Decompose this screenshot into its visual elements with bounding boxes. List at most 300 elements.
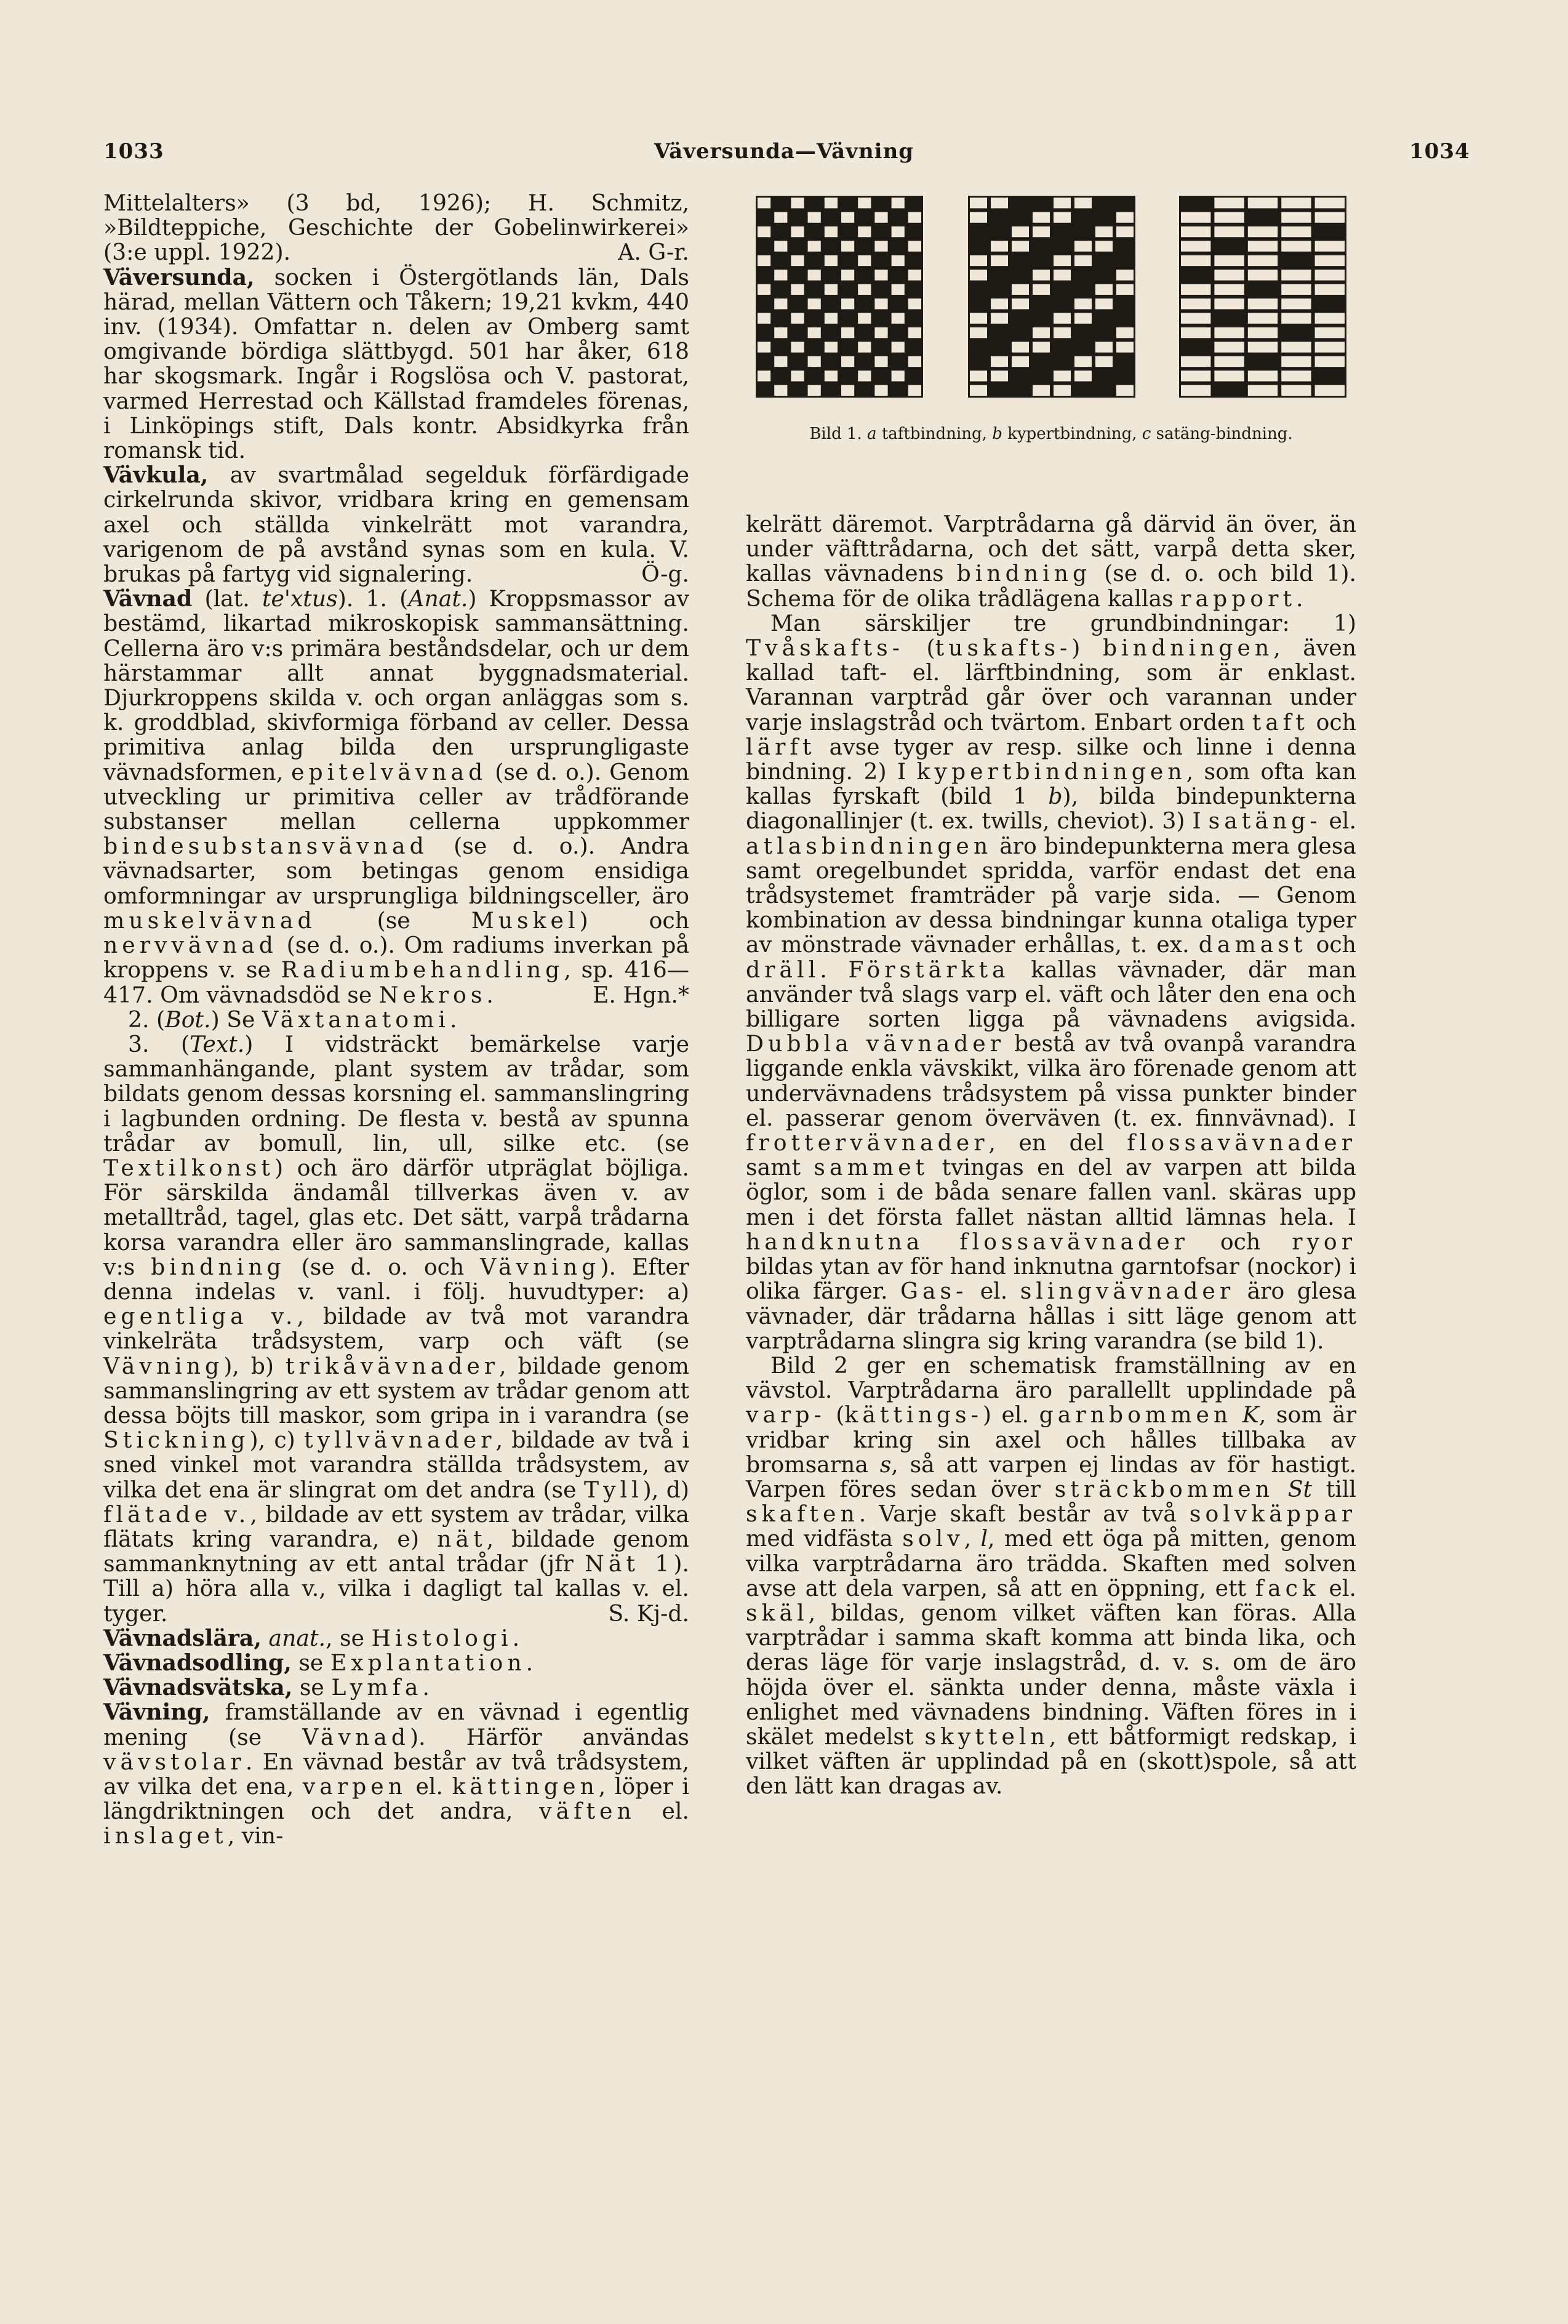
weave-cell — [858, 255, 871, 266]
text-run: ) — [1071, 635, 1103, 662]
weave-cell — [1281, 284, 1311, 295]
spaced-term: Lymfa — [331, 1674, 423, 1701]
weave-cell — [1181, 212, 1210, 222]
weave-cell — [1248, 255, 1278, 266]
weave-cell — [1033, 284, 1050, 295]
entry-headword: Vävnad — [103, 585, 193, 612]
spaced-term: ryor — [1292, 1228, 1357, 1255]
weave-cell — [858, 371, 871, 381]
weave-cell — [841, 241, 854, 251]
spaced-term: sträckbommen — [1054, 1475, 1274, 1502]
entry-vavning — [103, 1700, 689, 1848]
spaced-term: damast — [1198, 931, 1307, 958]
text-run: , sp. 416—417. Om vävnadsdöd se — [103, 956, 689, 1008]
text-run: äro glesa vävnader, där trådarna hållas i sitt läge genom att varptrådarna slingra sig kring varandra (se bild 1). — [746, 1278, 1357, 1354]
spaced-term: solv — [902, 1525, 964, 1552]
weave-cell — [1248, 270, 1278, 280]
weave-cell — [756, 196, 923, 398]
weave-cell — [874, 327, 887, 338]
weave-cell — [858, 226, 871, 237]
spaced-term: vävstolar — [103, 1748, 246, 1775]
weave-cell — [1248, 198, 1278, 208]
spaced-term: kypertbindningen — [916, 758, 1186, 785]
left-page-number: 1033 — [103, 139, 164, 164]
weave-cell — [791, 255, 804, 266]
weave-cell — [1315, 385, 1345, 396]
weave-cell — [1116, 270, 1134, 280]
weave-cell — [1315, 241, 1345, 251]
weave-cell — [1033, 226, 1050, 237]
text-run: Man särskiljer tre grundbindningar: 1) — [770, 609, 1356, 636]
weave-cell — [841, 270, 854, 280]
weave-cell — [1074, 371, 1092, 381]
weave-figure — [756, 196, 1346, 398]
weave-cell — [1214, 299, 1244, 309]
field-label: anat. — [268, 1624, 326, 1651]
text-run: , så att varpen ej lindas av för hastigt. Varpen föres sedan över — [746, 1451, 1356, 1502]
text-run: och — [1308, 708, 1356, 735]
weave-cell — [1181, 327, 1210, 338]
weave-cell — [1281, 226, 1311, 237]
signature: Ö-g. — [641, 561, 689, 588]
text-run: ). Till a) höra alla v., vilka i dagligt tal kallas v. el. tyger. — [103, 1550, 689, 1627]
weave-cell — [758, 255, 770, 266]
spaced-term: Vävning — [103, 1352, 224, 1379]
weave-cell — [858, 342, 871, 352]
weave-cell — [1281, 198, 1311, 208]
weave-cell — [970, 212, 987, 222]
weave-cell — [1214, 255, 1244, 266]
weave-cell — [1214, 270, 1244, 280]
weave-cell — [1054, 212, 1071, 222]
spaced-term: Växtanatomi — [262, 1006, 450, 1033]
text-run: ). Efter denna indelas v. vanl. i följ. huvudtyper: a) — [103, 1253, 689, 1305]
spaced-term: sammet — [814, 1154, 929, 1181]
entry-text: socken i Östergötlands län, Dals härad, mellan Vättern och Tåkern; 19,21 kvkm, 440 inv. (1934). Omfattar n. delen av Omberg samt omgivande bördiga slättbygd. 501 har åker, 618 har skogsmark. Ingår i Rogslösa och V. pastorat, varmed Herrestad och Källstad framdeles förenas, i Linköpings stift, Dals kontr. Absidkyrka från romansk tid. — [103, 263, 689, 464]
text-run: samt — [746, 1154, 814, 1181]
spaced-term: trikåvävnader — [285, 1352, 500, 1379]
weave-cell — [1181, 255, 1210, 266]
weave-cell — [825, 313, 838, 323]
weave-cell — [808, 327, 821, 338]
weave-cell — [968, 196, 1135, 398]
spaced-term: nervvävnad — [103, 932, 278, 959]
text-run: , — [964, 1525, 981, 1552]
spaced-term: Explantation — [330, 1649, 526, 1676]
text-run: . — [422, 1674, 430, 1701]
text-run: ) och — [579, 907, 689, 934]
spaced-term: bindesubstansvävnad — [103, 833, 428, 860]
weave-cell — [1315, 255, 1345, 266]
spaced-term: Gas- — [900, 1278, 968, 1305]
weave-cell — [1181, 299, 1210, 309]
text-run: se — [291, 1649, 330, 1676]
weave-cell — [808, 270, 821, 280]
text-run: ), b) — [223, 1352, 286, 1379]
weave-cell — [1248, 226, 1278, 237]
figure-caption — [746, 423, 1356, 444]
text-run: el. — [1319, 1574, 1357, 1601]
spaced-term: Textilkonst — [103, 1154, 274, 1181]
weave-cell — [874, 299, 887, 309]
weave-cell — [1281, 313, 1311, 323]
weave-cell — [808, 212, 821, 222]
weave-cell — [874, 212, 887, 222]
text-run: (se d. o.). Andra vävnadsarter, som betingas genom ensidiga omformningar av ursprungliga bildningsceller, äro — [103, 833, 689, 909]
entry-vavnad-bot — [103, 1008, 689, 1032]
weave-cell — [908, 299, 921, 309]
text-run — [1232, 1401, 1242, 1428]
weave-cell — [774, 212, 787, 222]
weave-cell — [991, 356, 1008, 367]
weave-cell — [874, 241, 887, 251]
weave-cell — [991, 313, 1008, 323]
spaced-term: frottervävnader — [746, 1129, 989, 1156]
weave-cell — [970, 385, 987, 396]
weave-cell — [1315, 284, 1345, 295]
weave-cell — [774, 385, 787, 396]
weave-cell — [874, 356, 887, 367]
weave-cell — [1248, 299, 1278, 309]
weave-cell — [1033, 342, 1050, 352]
weave-cell — [1095, 241, 1113, 251]
spaced-term: handknutna flossavävnader — [746, 1228, 1189, 1255]
weave-cell — [1116, 342, 1134, 352]
weave-cell — [1281, 270, 1311, 280]
field-label: Text. — [190, 1030, 245, 1057]
text-run: med vidfästa — [746, 1525, 903, 1552]
weave-cell — [1012, 342, 1029, 352]
text-run: , som ofta kan kallas fyrskaft (bild 1 — [746, 758, 1357, 810]
entry-text: Mittelalters» (3 bd, 1926); H. Schmitz, »Bildteppiche, Geschichte der Gobelinwirkerei» (3:e uppl. 1922). — [103, 190, 689, 266]
spaced-term: epitelvävnad — [291, 758, 487, 785]
text-run: ) el. — [982, 1401, 1039, 1428]
weave-cell — [1074, 356, 1092, 367]
weave-cell — [1074, 255, 1092, 266]
latin-word: te'xtus — [262, 585, 338, 612]
weave-cell — [1214, 371, 1244, 381]
text-run: ) Kroppsmassor av bestämd, likartad mikroskopisk sammansättning. Cellerna äro v:s primära beståndsdelar, och ur dem härstammar allt annat byggnadsmaterial. Djurkroppens skilda v. och organ anläggas som s. k. groddblad, skivformiga förband av celler. Dessa primitiva anlag bilda den ursprungligaste vävnadsformen, — [103, 585, 689, 785]
text-run: , löper i längdriktningen och det andra, — [103, 1773, 690, 1825]
weave-cell — [791, 226, 804, 237]
weave-cell — [791, 371, 804, 381]
spaced-term: Dubbla vävnader — [746, 1030, 1006, 1057]
weave-kypert — [968, 196, 1135, 398]
text-run: . — [1296, 585, 1303, 612]
text-run: ) och äro därför utpräglat böjliga. För särskilda ändamål tillverkas även v. av metalltråd, tagel, glas etc. Det sätt, varpå trådarna korsa varandra eller äro sammanslingrade, kallas v:s — [103, 1154, 689, 1280]
spaced-term: bindning — [956, 560, 1092, 587]
weave-cell — [1033, 327, 1050, 338]
entry-vavnadsodling — [103, 1651, 689, 1675]
weave-cell — [808, 241, 821, 251]
text-run: (se d. o. och bild 1). Schema för de olika trådlägena kallas — [746, 560, 1356, 612]
weave-cell — [791, 313, 804, 323]
spaced-term: Muskel — [471, 907, 580, 934]
caption-b-letter: b — [992, 425, 1002, 443]
weave-cell — [908, 327, 921, 338]
text-run: el. — [1321, 807, 1357, 835]
weave-cell — [1315, 313, 1345, 323]
weave-cell — [825, 226, 838, 237]
right-page-number: 1034 — [1409, 139, 1470, 164]
weave-cell — [1281, 356, 1311, 367]
spaced-term: atlasbindningen — [746, 832, 993, 859]
weave-cell — [1012, 356, 1029, 367]
spaced-term: bindning — [151, 1253, 286, 1280]
entry-vavnadsvatska — [103, 1675, 689, 1700]
text-run: . — [820, 956, 849, 983]
text-run: tvingas en del av varpen att bilda öglor, som i de båda senare fallen vanl. skäras upp men i det första fallet nästan alltid lämnas hela. I — [746, 1154, 1356, 1230]
weave-cell — [991, 371, 1008, 381]
spaced-term: muskelvävnad — [103, 907, 316, 934]
weave-cell — [1281, 299, 1311, 309]
caption-label: Bild 1. — [809, 425, 862, 443]
text-run: (se d. o. och — [285, 1253, 481, 1280]
spaced-term: varp- — [746, 1401, 826, 1428]
spaced-term: nät — [437, 1525, 487, 1552]
weave-cell — [908, 270, 921, 280]
weave-cell — [1012, 241, 1029, 251]
spaced-term: skytteln — [924, 1723, 1049, 1750]
weave-cell — [892, 284, 905, 295]
spaced-term: skaften — [746, 1501, 859, 1528]
weave-cell — [1054, 385, 1071, 396]
weave-cell — [808, 299, 821, 309]
weave-cell — [1214, 284, 1244, 295]
weave-cell — [892, 255, 905, 266]
weave-cell — [1315, 327, 1345, 338]
text-run: ( — [825, 1401, 845, 1428]
weave-cell — [1315, 198, 1345, 208]
text-run — [262, 1625, 269, 1651]
text-run: ), bilda bindepunkterna diagonallinjer (t. ex. twills, cheviot). 3) I — [746, 783, 1356, 835]
weave-cell — [758, 371, 770, 381]
weave-cell — [858, 198, 871, 208]
text-run: ), c) — [249, 1427, 305, 1454]
spaced-term: fack — [1255, 1574, 1320, 1601]
weave-cell — [1248, 313, 1278, 323]
figure-ref: s — [879, 1451, 892, 1478]
figure-ref: b — [1048, 783, 1063, 810]
text-run: till — [1312, 1475, 1356, 1502]
signature: E. Hgn.* — [592, 981, 689, 1008]
text-run: , med ett öga på mitten, genom vilka varptrådarna äro trädda. Skaften med solven avse att dela varpen, så att en öppning, ett — [746, 1525, 1356, 1601]
text-run: 3. ( — [128, 1030, 190, 1057]
weave-cell — [758, 313, 770, 323]
entry-vavnad — [103, 587, 689, 1007]
paragraph-binding — [746, 512, 1356, 611]
weave-cell — [874, 270, 887, 280]
figure-ref: K — [1242, 1401, 1259, 1428]
spaced-term: Förstärkta — [848, 956, 1010, 983]
spaced-term: kättingen — [452, 1773, 599, 1800]
weave-satang — [1179, 196, 1346, 398]
text-run: (se d. o.). Om radiums inverkan på kroppens v. se — [103, 932, 689, 984]
weave-cell — [791, 284, 804, 295]
field-label: Anat. — [408, 585, 468, 612]
spaced-term: slingvävnader — [1020, 1278, 1235, 1305]
signature: A. G-r. — [618, 239, 689, 266]
weave-taft — [756, 196, 923, 398]
weave-cell — [1116, 385, 1134, 396]
weave-cell — [908, 241, 921, 251]
weave-cell — [774, 270, 787, 280]
text-run: avse tyger av resp. silke och linne i denna bindning. 2) I — [746, 733, 1356, 785]
weave-cell — [1281, 241, 1311, 251]
caption-a-letter: a — [867, 425, 877, 443]
text-run: och — [1306, 931, 1356, 958]
weave-cell — [825, 255, 838, 266]
weave-cell — [1074, 313, 1092, 323]
text-run: , även kallad taft- el. lärftbindning, som är enklast. Varannan varptråd går över och varannan under varje inslagstråd och tvärtom. Enbart orden — [746, 635, 1357, 735]
spaced-term: Tyll — [583, 1476, 643, 1503]
weave-cell — [1181, 313, 1210, 323]
weave-cell — [774, 327, 787, 338]
weave-cell — [1181, 371, 1210, 381]
weave-cell — [970, 371, 987, 381]
weave-cell — [1116, 212, 1134, 222]
weave-cell — [1054, 327, 1071, 338]
weave-cell — [1214, 226, 1244, 237]
entry-vavkula — [103, 463, 689, 587]
spaced-term: lärft — [746, 733, 816, 760]
spaced-term: Vävning — [480, 1253, 601, 1280]
text-run: , bildas, genom vilket väften kan föras. Alla varptrådar i samma skaft komma att binda lika, och deras läge för varje inslagstråd, d. v. s. om de äro höjda över el. sänkta under denna, måste växla i enlighet med vävnadens bindning. Väften föres in i skälet medelst — [746, 1599, 1356, 1750]
weave-cell — [991, 241, 1008, 251]
weave-cell — [808, 356, 821, 367]
text-run: el. — [635, 1798, 689, 1825]
spaced-term: väften — [539, 1798, 636, 1825]
weave-cell — [892, 342, 905, 352]
weave-cell — [1214, 356, 1244, 367]
text-run: , en del — [988, 1129, 1127, 1156]
weave-cell — [892, 313, 905, 323]
spaced-term: solvkäppar — [1189, 1501, 1356, 1528]
weave-cell — [1116, 284, 1134, 295]
spaced-term: taft — [1252, 708, 1309, 735]
paragraph-grundbindningar — [746, 611, 1356, 1353]
weave-cell — [774, 241, 787, 251]
weave-cell — [1214, 212, 1244, 222]
spaced-term: skäl — [746, 1599, 809, 1626]
weave-cell — [1248, 371, 1278, 381]
text-run: (se d. o.). Genom utveckling ur primitiva celler av trådförande substanser mellan cellerna uppkommer — [103, 758, 689, 835]
weave-cell — [858, 313, 871, 323]
weave-cell — [1181, 284, 1210, 295]
weave-cell — [858, 284, 871, 295]
figure-ref: St — [1287, 1475, 1313, 1502]
weave-cell — [1033, 270, 1050, 280]
weave-cell — [1116, 226, 1134, 237]
weave-cell — [1315, 212, 1345, 222]
spaced-term: satäng- — [1208, 807, 1322, 835]
text-run: . Varje skaft består av två — [858, 1501, 1190, 1528]
weave-cell — [1248, 342, 1278, 352]
spaced-term: tyllvävnader — [304, 1427, 496, 1454]
spaced-term: dräll — [746, 956, 820, 983]
weave-cell — [825, 342, 838, 352]
text-run: (lat. — [192, 585, 262, 612]
spaced-term: Nät 1 — [585, 1550, 674, 1577]
weave-cell — [970, 313, 987, 323]
text-run: ( — [903, 635, 935, 662]
weave-cell — [892, 226, 905, 237]
spaced-term: Radiumbehandling — [281, 956, 564, 984]
entry-headword: Vävning, — [103, 1699, 210, 1726]
weave-cell — [908, 385, 921, 396]
entry-continuation — [103, 191, 689, 265]
spaced-term: Vävnad — [302, 1723, 410, 1750]
weave-cell — [1214, 342, 1244, 352]
weave-cell — [758, 342, 770, 352]
weave-cell — [970, 327, 987, 338]
text-run: äro bindepunkterna mera glesa samt oregelbundet spridda, varför endast det ena trådsystemet framträder på varje sida. — Genom kombination av dessa bindningar kunna otaliga typer av mönstrade vävnader erhållas, t. ex. — [746, 832, 1356, 958]
text-run — [1274, 1476, 1288, 1502]
spaced-term: Tvåskafts- — [746, 635, 904, 662]
weave-cell — [908, 356, 921, 367]
text-run: kallas vävnader, där man använder två slags varp el. väft och låter den ena och billigare sorten ligga på vävnadens avigsida. — [746, 956, 1356, 1033]
text-run: , se — [326, 1624, 372, 1651]
spaced-term: varpen — [302, 1773, 407, 1800]
weave-cell — [1281, 342, 1311, 352]
weave-cell — [1095, 226, 1113, 237]
spaced-term: Nekros — [378, 981, 487, 1008]
weave-cell — [991, 299, 1008, 309]
entry-vavnad-text — [103, 1032, 689, 1626]
weave-cell — [841, 212, 854, 222]
weave-cell — [1248, 241, 1278, 251]
text-run: (se — [316, 907, 471, 934]
left-column — [103, 191, 689, 1849]
weave-cell — [1054, 198, 1071, 208]
weave-cell — [1315, 270, 1345, 280]
weave-cell — [1095, 284, 1113, 295]
weave-cell — [1116, 327, 1134, 338]
spaced-term: tuskafts- — [935, 635, 1072, 662]
text-run: ). 1. ( — [337, 585, 409, 612]
spaced-term: Stickning — [103, 1427, 250, 1454]
weave-cell — [825, 284, 838, 295]
weave-cell — [791, 198, 804, 208]
entry-headword: Vävnadsodling, — [103, 1649, 292, 1676]
text-run: , bildade av ett system av trådar, vilka flätats kring varandra, e) — [103, 1501, 689, 1552]
text-run: 2. ( — [128, 1006, 166, 1033]
text-run: , bildade genom sammanslingring av ett system av trådar genom att dessa böjts till maskor, som gripa in i varandra (se — [103, 1352, 689, 1428]
weave-cell — [991, 255, 1008, 266]
text-run: , ett båtformigt redskap, i vilket väften är upplindad på en (skott)spole, så att den lätt kan dragas av. — [746, 1723, 1356, 1800]
text-run: kelrätt däremot. Varptrådarna gå därvid än över, än under väfttrådarna, och det sätt, varpå detta sker, kallas vävnadens — [746, 511, 1356, 587]
weave-cell — [1074, 241, 1092, 251]
spaced-term: rapport — [1180, 585, 1297, 612]
text-run: . — [486, 981, 494, 1008]
weave-cell — [825, 198, 838, 208]
text-run: , bildade genom sammanknytning av ett antal trådar (jfr — [103, 1525, 689, 1577]
weave-cell — [1281, 212, 1311, 222]
text-run: och — [1188, 1228, 1292, 1255]
entry-vavnadslara — [103, 1626, 689, 1651]
entry-headword: Vävkula, — [103, 462, 209, 489]
text-run: . — [512, 1624, 520, 1651]
text-run: , bildade av två i sned vinkel mot varandra ställda trådsystem, av vilka det ena är slingrat om det andra (se — [103, 1427, 689, 1503]
weave-cell — [1074, 299, 1092, 309]
weave-cell — [1179, 196, 1346, 398]
weave-cell — [892, 198, 905, 208]
caption-b-text: kypertbindning, — [1002, 425, 1142, 443]
weave-cell — [1054, 371, 1071, 381]
running-title: Väversunda—Vävning — [654, 139, 914, 164]
text-run: ), d) — [642, 1476, 689, 1503]
weave-cell — [841, 299, 854, 309]
